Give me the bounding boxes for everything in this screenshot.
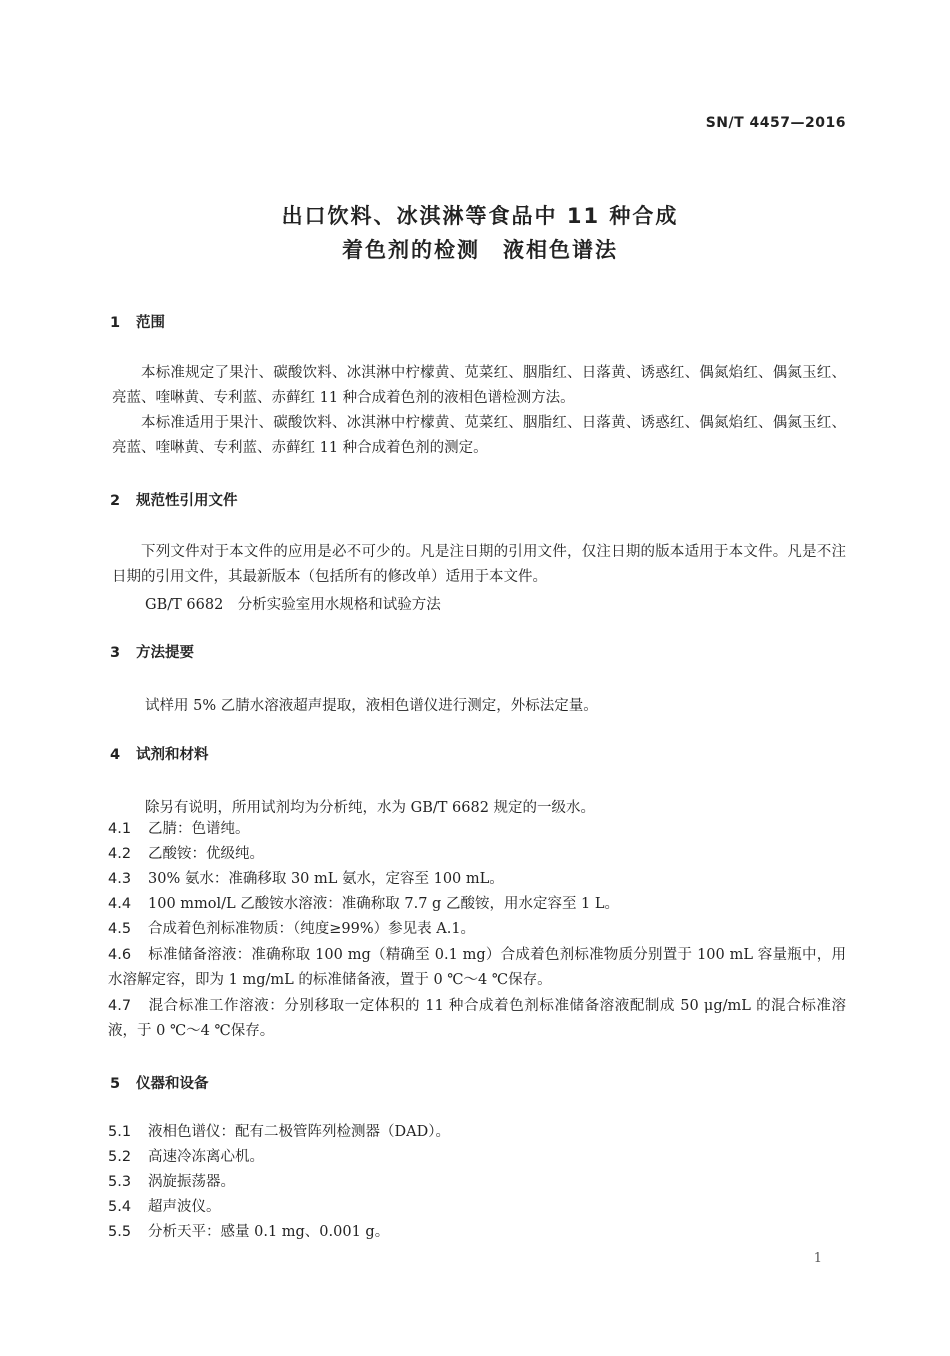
item-number: 4.5 (108, 921, 132, 937)
paragraph: 下列文件对于本文件的应用是必不可少的。凡是注日期的引用文件，仅注日期的版本适用于本文件。凡是不注日期的引用文件，其最新版本（包括所有的修改单）适用于本文件。 (112, 544, 846, 585)
list-item (108, 1145, 846, 1170)
list-item (108, 842, 846, 867)
list-item (108, 867, 846, 892)
paragraph: 本标准规定了果汁、碳酸饮料、冰淇淋中柠檬黄、苋菜红、胭脂红、日落黄、诱惑红、偶氮焰红、偶氮玉红、亮蓝、喹啉黄、专利蓝、赤藓红 11 种合成着色剂的液相色谱检测方法。 (112, 365, 846, 406)
item-text: 乙酸铵：优级纯。 (148, 846, 264, 862)
item-number: 4.4 (108, 896, 132, 912)
section-1-heading (110, 311, 165, 332)
item-text: 分析天平：感量 0.1 mg、0.001 g。 (148, 1224, 390, 1240)
item-number: 4.3 (108, 871, 132, 887)
item-number: 5.5 (108, 1224, 132, 1240)
section-number: 5 (110, 1076, 121, 1092)
item-text: 乙腈：色谱纯。 (148, 821, 250, 837)
list-item (108, 1195, 846, 1220)
item-number: 5.2 (108, 1149, 132, 1165)
item-text: 液相色谱仪：配有二极管阵列检测器（DAD）。 (148, 1124, 450, 1140)
list-item (108, 892, 846, 917)
paragraph: 试样用 5% 乙腈水溶液超声提取，液相色谱仪进行测定，外标法定量。 (145, 698, 598, 714)
standard-number: SN/T 4457—2016 (705, 115, 846, 131)
section-4-heading (110, 743, 209, 764)
section-3-heading (110, 641, 194, 662)
normative-reference: GB/T 6682 分析实验室用水规格和试验方法 (145, 597, 441, 613)
section-title: 试剂和材料 (136, 747, 209, 763)
item-number: 4.1 (108, 821, 132, 837)
item-text: 涡旋振荡器。 (148, 1174, 235, 1190)
section-5-heading (110, 1072, 209, 1093)
list-item (108, 817, 846, 842)
section-number: 2 (110, 493, 121, 509)
item-text: 超声波仪。 (148, 1199, 221, 1215)
item-number: 4.2 (108, 846, 132, 862)
document-title-line2: 着色剂的检测 液相色谱法 (342, 238, 618, 262)
section-title: 仪器和设备 (136, 1076, 209, 1092)
item-text: 100 mmol/L 乙酸铵水溶液：准确称取 7.7 g 乙酸铵，用水定容至 1 L。 (148, 896, 620, 912)
section-title: 范围 (136, 315, 165, 331)
section-2-heading (110, 489, 238, 510)
item-number: 4.6 (108, 947, 132, 963)
list-item (108, 994, 846, 1044)
section-number: 4 (110, 747, 121, 763)
section-title: 方法提要 (136, 645, 194, 661)
item-text: 30% 氨水：准确移取 30 mL 氨水，定容至 100 mL。 (148, 871, 504, 887)
item-number: 5.1 (108, 1124, 132, 1140)
paragraph: 除另有说明，所用试剂均为分析纯，水为 GB/T 6682 规定的一级水。 (145, 800, 596, 816)
list-item (108, 917, 846, 942)
item-text: 标准储备溶液：准确称取 100 mg（精确至 0.1 mg）合成着色剂标准物质分别置于 100 mL 容量瓶中，用水溶解定容，即为 1 mg/mL 的标准储备液，置于 0 ℃～4 ℃保存。 (108, 947, 846, 988)
list-item (108, 943, 846, 993)
section-number: 3 (110, 645, 121, 661)
list-item (108, 1220, 846, 1245)
item-number: 4.7 (108, 998, 132, 1014)
list-item (108, 1120, 846, 1145)
page-number: 1 (813, 1251, 822, 1266)
section-title: 规范性引用文件 (136, 493, 238, 509)
document-title-line1: 出口饮料、冰淇淋等食品中 11 种合成 (281, 204, 679, 228)
item-number: 5.4 (108, 1199, 132, 1215)
item-number: 5.3 (108, 1174, 132, 1190)
item-text: 合成着色剂标准物质：（纯度≥99%）参见表 A.1。 (148, 921, 476, 937)
section-number: 1 (110, 315, 121, 331)
paragraph: 本标准适用于果汁、碳酸饮料、冰淇淋中柠檬黄、苋菜红、胭脂红、日落黄、诱惑红、偶氮焰红、偶氮玉红、亮蓝、喹啉黄、专利蓝、赤藓红 11 种合成着色剂的测定。 (112, 415, 846, 456)
item-text: 高速冷冻离心机。 (148, 1149, 264, 1165)
item-text: 混合标准工作溶液：分别移取一定体积的 11 种合成着色剂标准储备溶液配制成 50 μg/mL 的混合标准溶液，于 0 ℃～4 ℃保存。 (108, 998, 846, 1039)
list-item (108, 1170, 846, 1195)
